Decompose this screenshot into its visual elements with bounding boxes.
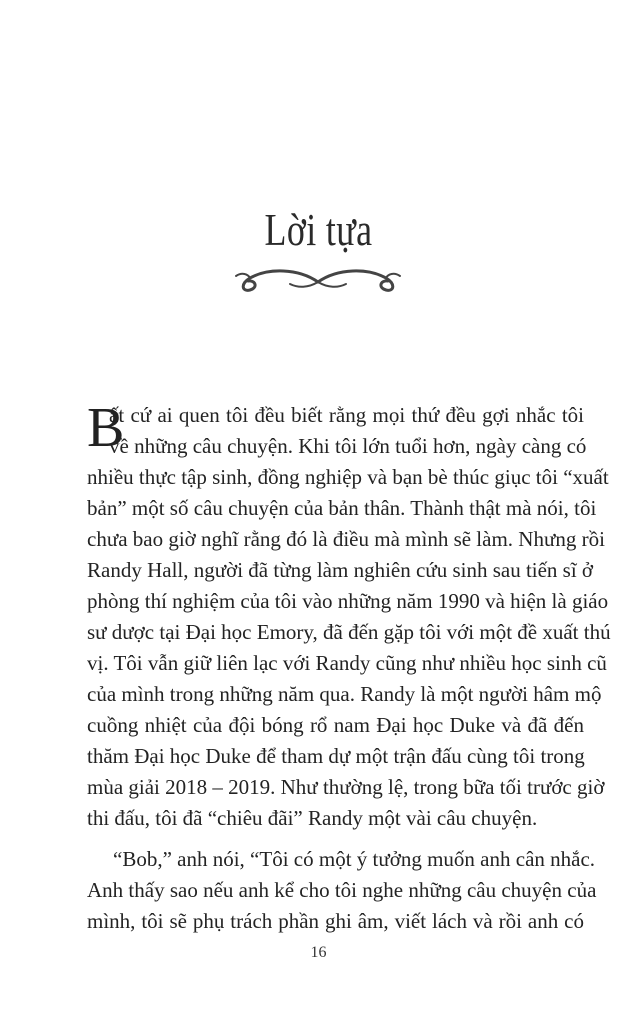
text-line: Anh thấy sao nếu anh kể cho tôi nghe những câu chuyện của	[87, 878, 597, 902]
text-line: bản” một số câu chuyện của bản thân. Thành thật mà nói, tôi	[87, 496, 597, 520]
text-line: B ất cứ ai quen tôi đều biết rằng mọi thứ đều gợi nhắc tôi	[87, 397, 584, 459]
chapter-title: Lời tựa	[264, 204, 373, 255]
text-line: sư dược tại Đại học Emory, đã đến gặp tôi với một đề xuất thú	[87, 620, 611, 644]
paragraph-1	[87, 397, 611, 834]
text-line: về những câu chuyện. Khi tôi lớn tuổi hơn, ngày càng có	[109, 434, 587, 458]
text-line: cuồng nhiệt của đội bóng rổ nam Đại học Duke và đã đến	[87, 713, 584, 737]
text-line: thi đấu, tôi đã “chiêu đãi” Randy một vài câu chuyện.	[87, 806, 538, 830]
text-line: “Bob,” anh nói, “Tôi có một ý tưởng muốn anh cân nhắc.	[113, 847, 596, 871]
text-line: Randy Hall, người đã từng làm nghiên cứu sinh sau tiến sĩ ở	[87, 558, 594, 582]
text-line: phòng thí nghiệm của tôi vào những năm 1990 và hiện là giáo	[87, 589, 609, 613]
drop-cap: B	[87, 397, 125, 459]
text-line: nhiều thực tập sinh, đồng nghiệp và bạn bè thúc giục tôi “xuất	[87, 465, 609, 489]
text-line: mùa giải 2018 – 2019. Như thường lệ, trong bữa tối trước giờ	[87, 775, 605, 799]
paragraph-2	[87, 844, 597, 937]
scroll-flourish-icon	[228, 262, 408, 296]
body-text	[87, 397, 611, 937]
text-line: mình, tôi sẽ phụ trách phần ghi âm, viết lách và rồi anh có	[87, 909, 584, 933]
text-line: của mình trong những năm qua. Randy là một người hâm mộ	[87, 682, 602, 706]
text-line: chưa bao giờ nghĩ rằng đó là điều mà mình sẽ làm. Nhưng rồi	[87, 527, 605, 551]
page-number: 16	[310, 944, 327, 961]
text-line: thăm Đại học Duke để tham dự một trận đấu cùng tôi trong	[87, 744, 585, 768]
text-line: vị. Tôi vẫn giữ liên lạc với Randy cũng như nhiều học sinh cũ	[87, 651, 607, 675]
